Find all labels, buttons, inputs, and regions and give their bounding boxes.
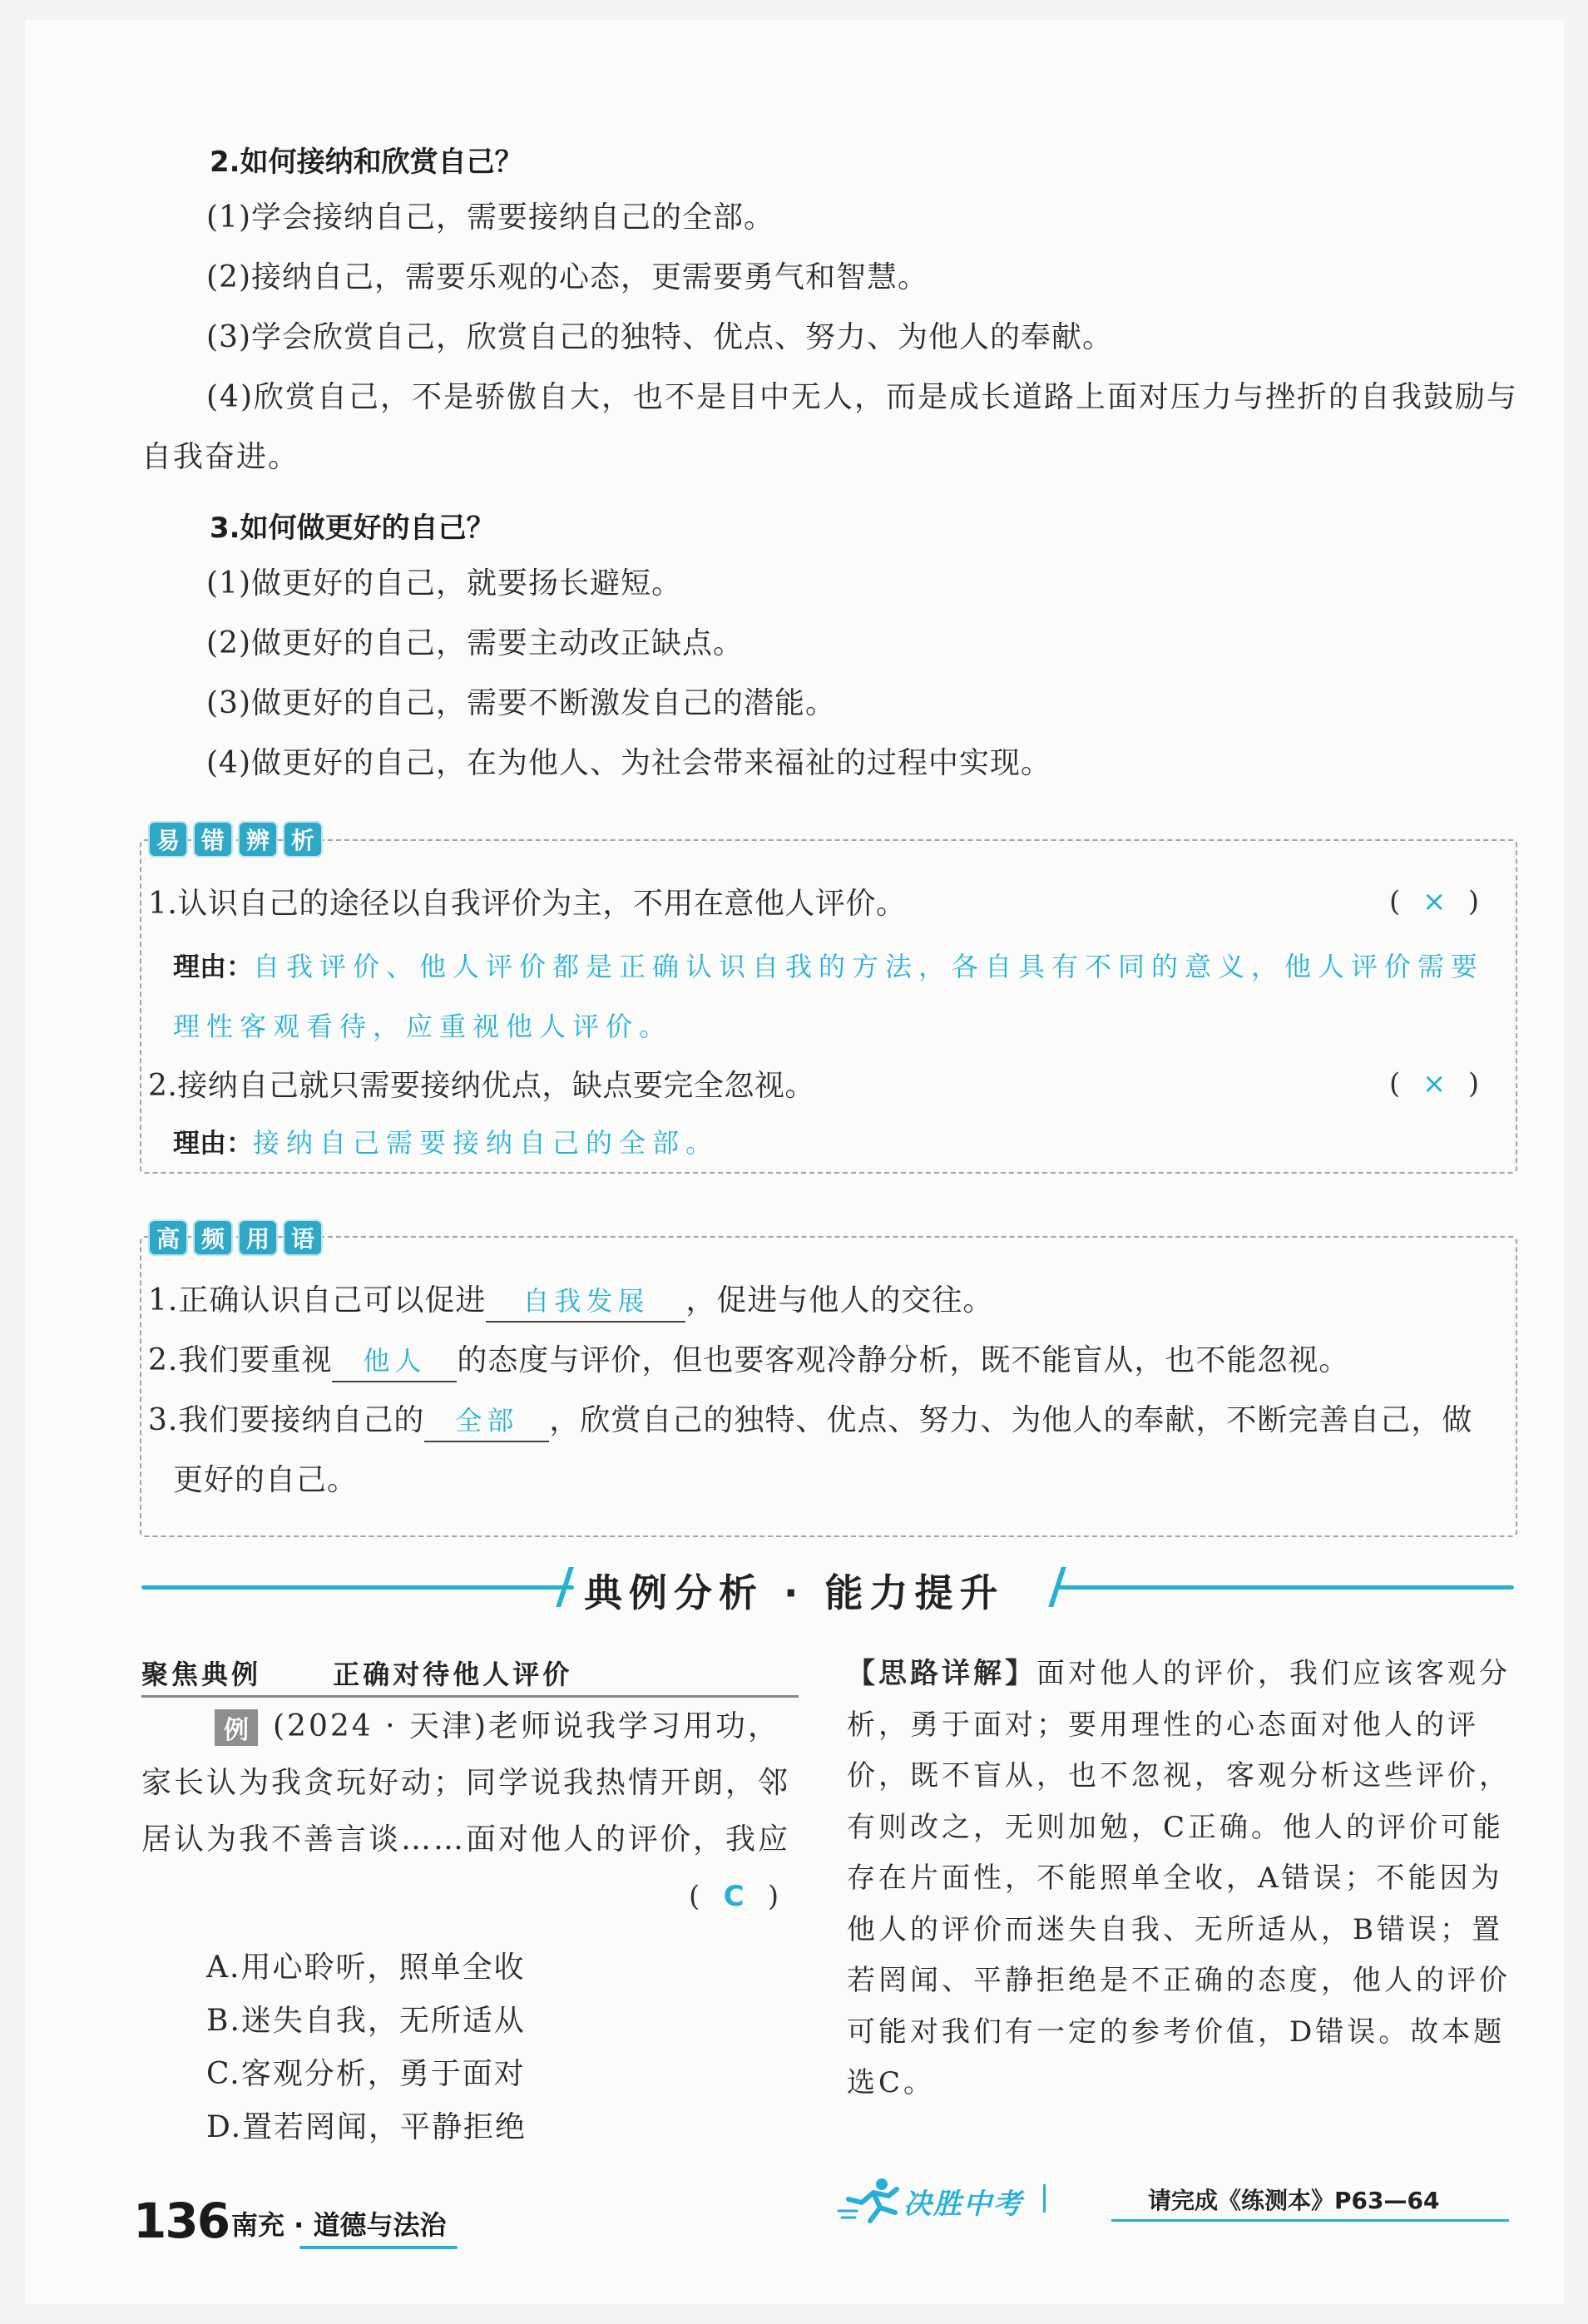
example-question: (2024 · 天津)老师说我学习用功，家长认为我贪玩好动；同学说我热情开朗，邻居认为我不善言谈……面对他人的评价，我应 bbox=[141, 1709, 791, 1857]
tag-char: 析 bbox=[283, 821, 323, 858]
phrase-3-after: ，欣赏自己的独特、优点、努力、为他人的奉献，不断完善自己，做 bbox=[549, 1403, 1473, 1437]
phrase-1-before: 1.正确认识自己可以促进 bbox=[148, 1283, 487, 1318]
answer-mark-1 bbox=[1389, 885, 1479, 918]
phrase-3-before: 3.我们要接纳自己的 bbox=[148, 1403, 425, 1437]
paren-close: ) bbox=[1467, 1067, 1480, 1100]
analysis bbox=[847, 1649, 1514, 2109]
paren-open: ( bbox=[689, 1880, 700, 1913]
tag-char: 频 bbox=[193, 1219, 233, 1256]
page bbox=[25, 20, 1564, 2304]
error-analysis-tag bbox=[148, 821, 323, 858]
error-question-2: 2.接纳自己就只需要接纳优点，缺点要完全忽视。 bbox=[148, 1069, 815, 1103]
section3-item-4: (4)做更好的自己，在为他人、为社会带来福祉的过程中实现。 bbox=[206, 746, 1051, 780]
phrase-3 bbox=[148, 1401, 1472, 1442]
reason-text-1: 自我评价、他人评价都是正确认识自我的方法，各自具有不同的意义，他人评价需要理性客观看待，应重视他人评价。 bbox=[173, 951, 1485, 1042]
banner-line-right bbox=[1056, 1585, 1514, 1590]
tag-char: 语 bbox=[283, 1219, 323, 1256]
section3-item-2: (2)做更好的自己，需要主动改正缺点。 bbox=[206, 626, 744, 660]
phrase-2 bbox=[148, 1341, 1349, 1382]
region-subject: 南充 · 道德与法治 bbox=[231, 2209, 447, 2241]
focus-underline bbox=[141, 1695, 799, 1698]
option-c: C.客观分析，勇于面对 bbox=[206, 2057, 526, 2091]
runner-icon bbox=[837, 2174, 912, 2224]
high-frequency-tag bbox=[148, 1219, 323, 1256]
answer-mark-2 bbox=[1389, 1067, 1479, 1100]
section2-item-3: (3)学会欣赏自己，欣赏自己的独特、优点、努力、为他人的奉献。 bbox=[206, 320, 1113, 354]
paren-open: ( bbox=[1389, 885, 1401, 918]
tag-char: 易 bbox=[148, 821, 188, 858]
example-badge: 例 bbox=[215, 1709, 258, 1746]
analysis-label: 【思路详解】 bbox=[847, 1657, 1036, 1690]
paren-close: ) bbox=[1467, 885, 1480, 918]
error-question-1: 1.认识自己的途径以自我评价为主，不用在意他人评价。 bbox=[148, 887, 907, 921]
focus-heading bbox=[141, 1654, 572, 1692]
example-answer bbox=[689, 1880, 779, 1913]
focus-label: 聚焦典例 bbox=[141, 1659, 262, 1690]
banner-title: 典例分析 · 能力提升 bbox=[584, 1570, 1005, 1615]
brand-divider bbox=[1043, 2184, 1046, 2213]
phrase-3-answer: 全部 bbox=[424, 1401, 549, 1442]
error-reason-2 bbox=[173, 1123, 719, 1163]
footer-underline bbox=[299, 2246, 458, 2249]
phrase-3-continued: 更好的自己。 bbox=[173, 1463, 359, 1497]
practice-instruction: 请完成《练测本》P63—64 bbox=[1148, 2187, 1440, 2214]
reason-text-2: 接纳自己需要接纳自己的全部。 bbox=[253, 1127, 720, 1159]
phrase-2-before: 2.我们要重视 bbox=[148, 1343, 333, 1377]
focus-topic: 正确对待他人评价 bbox=[333, 1659, 573, 1690]
option-a: A.用心聆听，照单全收 bbox=[206, 1951, 526, 1985]
section3-item-1: (1)做更好的自己，就要扬长避短。 bbox=[206, 566, 682, 601]
tag-char: 高 bbox=[148, 1219, 188, 1256]
error-reason-1 bbox=[173, 937, 1504, 1056]
brand-strip bbox=[837, 2174, 1511, 2224]
phrase-2-after: 的态度与评价，但也要客观冷静分析，既不能盲从，也不能忽视。 bbox=[457, 1343, 1350, 1377]
phrase-1-after: ，促进与他人的交往。 bbox=[685, 1283, 994, 1318]
section2-item-2: (2)接纳自己，需要乐观的心态，更需要勇气和智慧。 bbox=[206, 260, 928, 294]
section2-item-1: (1)学会接纳自己，需要接纳自己的全部。 bbox=[206, 200, 774, 235]
tag-char: 错 bbox=[193, 821, 233, 858]
page-number: 136 bbox=[133, 2193, 230, 2249]
answer-letter: C bbox=[723, 1880, 745, 1913]
phrase-1-answer: 自我发展 bbox=[486, 1281, 685, 1323]
section3-title: 3.如何做更好的自己？ bbox=[210, 512, 495, 545]
phrase-1 bbox=[148, 1281, 993, 1323]
paren-open: ( bbox=[1389, 1067, 1401, 1100]
tag-char: 用 bbox=[238, 1219, 278, 1256]
reason-label: 理由： bbox=[173, 1127, 254, 1159]
paren-close: ) bbox=[767, 1880, 779, 1913]
cross-mark: × bbox=[1422, 885, 1447, 918]
banner-line-left bbox=[141, 1585, 574, 1590]
tag-char: 辨 bbox=[238, 821, 278, 858]
section3-item-3: (3)做更好的自己，需要不断激发自己的潜能。 bbox=[206, 686, 836, 720]
brand-name: 决胜中考 bbox=[903, 2188, 1023, 2221]
cross-mark: × bbox=[1422, 1067, 1447, 1100]
option-b: B.迷失自我，无所适从 bbox=[206, 2004, 526, 2038]
section2-item-4: (4)欣赏自己，不是骄傲自大，也不是目中无人，而是成长道路上面对压力与挫折的自我鼓励与自我奋进。 bbox=[141, 380, 1518, 474]
reason-label: 理由： bbox=[173, 951, 254, 982]
section2-title: 2.如何接纳和欣赏自己？ bbox=[210, 146, 523, 179]
phrase-2-answer: 他人 bbox=[332, 1341, 457, 1382]
brand-underline bbox=[1111, 2219, 1509, 2222]
option-d: D.置若罔闻，平静拒绝 bbox=[206, 2110, 527, 2144]
analysis-text: 面对他人的评价，我们应该客观分析，勇于面对；要用理性的心态面对他人的评价，既不盲从，也不忽视，客观分析这些评价，有则改之，无则加勉，C正确。他人的评价可能存在片面性，不能照单全收，A错误；不能因为他人的评价而迷失自我、无所适从，B错误；置若罔闻、平静拒绝是不正确的态度，他人的评价可能对我们有一定的参考价值，D错误。故本题选C。 bbox=[847, 1657, 1511, 2099]
